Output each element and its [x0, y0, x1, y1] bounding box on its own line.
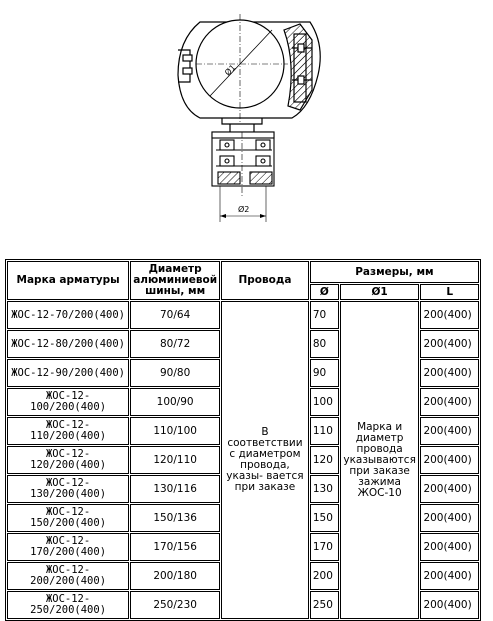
specification-table [5, 259, 481, 621]
cell-d: 150 [310, 504, 339, 532]
cell-mark: ЖОС-12-200/200(400) [7, 562, 129, 590]
cell-bus: 100/90 [130, 388, 220, 416]
header-sizes: Размеры, мм [310, 261, 479, 283]
header-wires: Провода [221, 261, 309, 300]
cell-mark: ЖОС-12-250/200(400) [7, 591, 129, 619]
cell-l: 200(400) [420, 417, 479, 445]
cell-d: 90 [310, 359, 339, 387]
header-d: Ø [310, 284, 339, 300]
table-header-row [7, 261, 479, 283]
cell-l: 200(400) [420, 504, 479, 532]
cell-l: 200(400) [420, 359, 479, 387]
table-row [7, 301, 479, 329]
cell-bus: 80/72 [130, 330, 220, 358]
cell-d: 170 [310, 533, 339, 561]
header-d1: Ø1 [340, 284, 420, 300]
cell-wires-note: В соответствии с диаметром провода, указы- вается при заказе [221, 301, 309, 619]
cell-mark: ЖОС-12-170/200(400) [7, 533, 129, 561]
cell-mark: ЖОС-12-100/200(400) [7, 388, 129, 416]
cell-l: 200(400) [420, 301, 479, 329]
cell-d: 110 [310, 417, 339, 445]
cell-d1-note: Марка и диаметр провода указываются при заказе зажима ЖОС-10 [340, 301, 420, 619]
cell-bus: 150/136 [130, 504, 220, 532]
cell-bus: 70/64 [130, 301, 220, 329]
cell-bus: 90/80 [130, 359, 220, 387]
cell-bus: 120/110 [130, 446, 220, 474]
cell-bus: 200/180 [130, 562, 220, 590]
cell-l: 200(400) [420, 475, 479, 503]
cell-d: 200 [310, 562, 339, 590]
header-mark: Марка арматуры [7, 261, 129, 300]
cell-d: 130 [310, 475, 339, 503]
cell-d: 250 [310, 591, 339, 619]
cell-l: 200(400) [420, 591, 479, 619]
diameter-1-label: Ø1 [223, 62, 238, 78]
cell-bus: 110/100 [130, 417, 220, 445]
cell-l: 200(400) [420, 330, 479, 358]
diameter-2-label: Ø2 [238, 205, 250, 214]
cell-bus: 250/230 [130, 591, 220, 619]
cell-l: 200(400) [420, 562, 479, 590]
cell-mark: ЖОС-12-90/200(400) [7, 359, 129, 387]
cell-mark: ЖОС-12-120/200(400) [7, 446, 129, 474]
header-l: L [420, 284, 479, 300]
clamp-technical-drawing [0, 0, 493, 255]
cell-mark: ЖОС-12-150/200(400) [7, 504, 129, 532]
cell-l: 200(400) [420, 388, 479, 416]
cell-bus: 170/156 [130, 533, 220, 561]
header-bus-diameter: Диаметр алюминиевой шины, мм [130, 261, 220, 300]
cell-mark: ЖОС-12-130/200(400) [7, 475, 129, 503]
clamp-body [178, 14, 320, 132]
cell-d: 80 [310, 330, 339, 358]
cell-mark: ЖОС-12-80/200(400) [7, 330, 129, 358]
cell-bus: 130/116 [130, 475, 220, 503]
cell-mark: ЖОС-12-70/200(400) [7, 301, 129, 329]
cell-d: 70 [310, 301, 339, 329]
cell-l: 200(400) [420, 533, 479, 561]
cell-d: 120 [310, 446, 339, 474]
cell-d: 100 [310, 388, 339, 416]
cell-mark: ЖОС-12-110/200(400) [7, 417, 129, 445]
cell-l: 200(400) [420, 446, 479, 474]
